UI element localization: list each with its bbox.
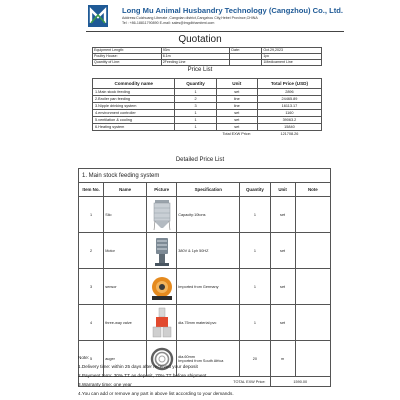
item-specification: dia.60mm Imported from South Africa: [177, 341, 240, 377]
item-specification: Imported from Germany: [177, 269, 240, 305]
commodity-name: 1.Main stock feeding: [93, 89, 175, 96]
quantity: 3: [175, 103, 216, 110]
column-header: Name: [104, 183, 147, 197]
note-line: 1.Delivery time: within 25 days after received your deposit: [78, 364, 198, 369]
group-title: 1. Main stock feeding system: [79, 169, 331, 183]
motor-image: [151, 235, 173, 267]
header-divider: [86, 31, 344, 32]
valve-image: [150, 307, 174, 339]
detailed-header-row: [79, 183, 331, 197]
item-name: Motor: [104, 233, 147, 269]
total-price: 16113.17: [257, 103, 321, 110]
item-number: 4: [79, 305, 104, 341]
company-address: Address:Cuizhuang Liberate ,Cangxian district,Cangzhou City,Hebei Province,CHINA: [122, 16, 258, 20]
company-name: Long Mu Animal Husbandry Technology (Cangzhou) Co., Ltd.: [122, 6, 344, 15]
total-label: Total EXW Price:: [222, 132, 251, 137]
total-price: 1160: [257, 110, 321, 117]
commodity-name: 6.Heating system: [93, 124, 175, 131]
commodity-name: 3.Nipple drinking system: [93, 103, 175, 110]
total-value: 121708.26: [280, 132, 299, 137]
total-price: 2896: [257, 89, 321, 96]
quantity: 1: [175, 89, 216, 96]
item-unit: set: [270, 269, 295, 305]
info-value: Oct.29,2023: [262, 48, 322, 54]
item-specification: 380V & 1ph 50HZ: [177, 233, 240, 269]
sensor-image: [150, 272, 174, 302]
item-unit: set: [270, 197, 295, 233]
item-number: 5: [79, 341, 104, 377]
unit: set: [216, 124, 257, 131]
table-row: [93, 89, 322, 96]
total-price: 39063.2: [257, 117, 321, 124]
item-quantity: 1: [240, 197, 270, 233]
table-row: [93, 124, 322, 131]
total-price: 24465.89: [257, 96, 321, 103]
table-row: [93, 110, 322, 117]
price-list-header: [93, 79, 322, 89]
column-header: Unit: [216, 79, 257, 89]
info-row: [93, 60, 322, 66]
item-quantity: 1: [240, 233, 270, 269]
silo-image: [151, 199, 173, 231]
info-value: 93m: [161, 48, 230, 54]
total-label: TOTAL EXW Price:: [79, 377, 271, 387]
table-row: [79, 305, 331, 341]
unit: set: [216, 117, 257, 124]
price-list-total-row: [93, 131, 322, 138]
info-value: 6.1m: [161, 54, 230, 60]
unit: line: [216, 96, 257, 103]
unit: line: [216, 103, 257, 110]
quantity: 2: [175, 96, 216, 103]
table-row: [79, 233, 331, 269]
item-number: 1: [79, 197, 104, 233]
item-note: [295, 305, 330, 341]
item-quantity: 20: [240, 341, 270, 377]
item-name: auger: [104, 341, 147, 377]
item-number: 2: [79, 233, 104, 269]
info-value: 2Feeding Line: [161, 60, 230, 66]
commodity-name: 4.environment controller: [93, 110, 175, 117]
item-quantity: 1: [240, 269, 270, 305]
note-line: 4.You can add or remove any part in above list according to your demands.: [78, 391, 234, 396]
item-picture: [147, 233, 177, 269]
unit: set: [216, 110, 257, 117]
column-header: Unit: [270, 183, 295, 197]
item-name: sensor: [104, 269, 147, 305]
total-value: 1590.00: [270, 377, 331, 387]
company-logo: [88, 5, 108, 27]
item-specification: dia.75mm material:pvc: [177, 305, 240, 341]
price-list-table: [92, 78, 322, 138]
table-row: [79, 269, 331, 305]
item-picture: [147, 305, 177, 341]
detailed-price-list-title: Detailed Price List: [175, 157, 225, 163]
commodity-name: 2.Broiler pan feeding: [93, 96, 175, 103]
item-name: three-way valve: [104, 305, 147, 341]
item-picture: [147, 197, 177, 233]
quotation-info-table: [92, 47, 322, 66]
info-value: 1pc: [262, 54, 322, 60]
column-header: Commodity name: [93, 79, 175, 89]
item-unit: set: [270, 305, 295, 341]
info-label: Date:: [230, 48, 262, 54]
quotation-title: Quotation: [178, 34, 222, 45]
info-label: Quantity of Line:: [93, 60, 162, 66]
table-row: [93, 103, 322, 110]
item-note: [295, 269, 330, 305]
table-row: [79, 197, 331, 233]
total-price: 15840: [257, 124, 321, 131]
note-line: 2.Payment term: 30% TT as deposit, 70% TT before shipment: [78, 373, 207, 378]
column-header: Note: [295, 183, 330, 197]
price-list-title: Price List: [187, 67, 213, 73]
item-unit: m: [270, 341, 295, 377]
column-header: Total Price (USD): [257, 79, 321, 89]
company-contact: Tel : +86-18811790890 E-mail: sales@lmgdbhambmt.com: [122, 21, 215, 25]
column-header: Quantity: [240, 183, 270, 197]
item-note: [295, 197, 330, 233]
column-header: Quantity: [175, 79, 216, 89]
notes-heading: Note:: [78, 355, 90, 360]
item-note: [295, 341, 330, 377]
item-specification: Capacity:10tons: [177, 197, 240, 233]
item-note: [295, 233, 330, 269]
item-name: Silo: [104, 197, 147, 233]
quantity: 1: [175, 110, 216, 117]
item-picture: [147, 269, 177, 305]
column-header: Picture: [147, 183, 177, 197]
table-row: [93, 117, 322, 124]
column-header: Item No.: [79, 183, 104, 197]
group-header-row: [79, 169, 331, 183]
item-quantity: 1: [240, 305, 270, 341]
unit: set: [216, 89, 257, 96]
note-line: 3.Warranty time: one year: [78, 382, 132, 387]
info-label: Poultry House:: [93, 54, 162, 60]
info-label: Equipment Length:: [93, 48, 162, 54]
table-row: [93, 96, 322, 103]
quantity: 1: [175, 124, 216, 131]
column-header: Specification: [177, 183, 240, 197]
quantity: 1: [175, 117, 216, 124]
info-label: [230, 60, 262, 66]
info-value: 1Medicament Line: [262, 60, 322, 66]
commodity-name: 5.ventilation & cooling: [93, 117, 175, 124]
item-number: 3: [79, 269, 104, 305]
notes-section: [78, 353, 234, 398]
item-unit: set: [270, 233, 295, 269]
